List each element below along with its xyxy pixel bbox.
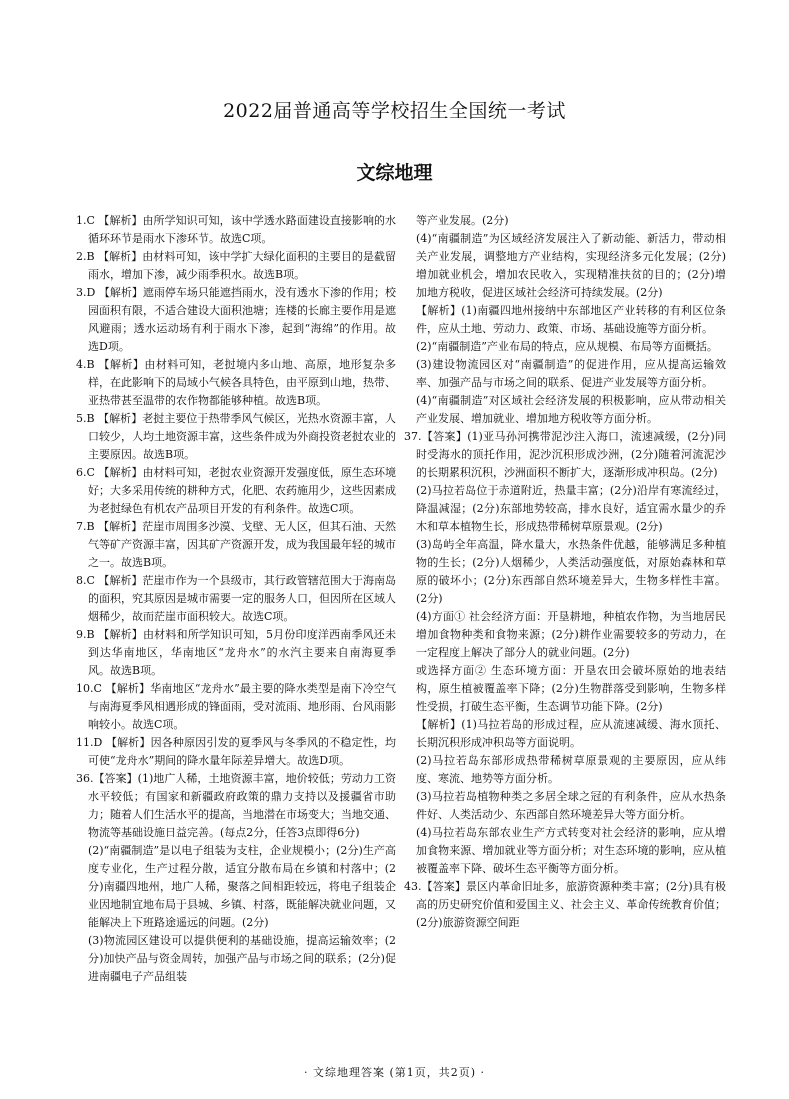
answer-paragraph: (4)“南疆制造”对区域社会经济发展的积极影响，应从带动相关产业发展、增加就业、增加地方税收等方面分析。	[416, 394, 726, 425]
answer-paragraph: 7.B 【解析】茫崖市周围多沙漠、戈壁、无人区，但其石油、天然气等矿产资源丰富，因其矿产资源开发，成为我国最年轻的城市之一。故选B项。	[76, 520, 396, 569]
answer-paragraph: 【解析】(1)南疆四地州接纳中东部地区产业转移的有利区位条件，应从土地、劳动力、政策、市场、基础设施等方面分析。	[416, 304, 726, 335]
answer-paragraph: (2)“南疆制造”产业布局的特点，应从规模、布局等方面概括。	[416, 340, 718, 353]
answer-paragraph: 43.【答案】景区内革命旧址多，旅游资源种类丰富；(2分)具有极高的历史研究价值和爱国主义、社会主义、革命传统教育价值；(2分)旅游资源空间距	[404, 880, 726, 929]
answer-paragraph: 【解析】(1)马拉若岛的形成过程，应从流速减缓、海水顶托、长期沉积形成冲积岛等方面说明。	[416, 718, 726, 749]
answer-paragraph: (4)“南疆制造”为区域经济发展注入了新动能、新活力，带动相关产业发展，调整地方产业结构，实现经济多元化发展；(2分)增加就业机会，增加农民收入，实现精准扶贫的目的；(2分)增加地方税收，促进区域社会经济可持续发展。(2分)	[416, 232, 726, 299]
answer-paragraph: 9.B 【解析】由材料和所学知识可知，5月份印度洋西南季风还未到达华南地区，华南地区“龙舟水”的水汽主要来自南海夏季风。故选B项。	[76, 628, 396, 677]
answer-paragraph: 8.C 【解析】茫崖市作为一个县级市，其行政管辖范围大于海南岛的面积，究其原因是城市需要一定的服务人口，但因所在区域人烟稀少，故而茫崖市面积较大。故选C项。	[76, 574, 396, 623]
left-column	[76, 212, 396, 986]
answer-paragraph: 10.C 【解析】华南地区“龙舟水”最主要的降水类型是南下冷空气与南海夏季风相遇形成的锋面雨，受对流雨、地形雨、台风雨影响较小。故选C项。	[76, 682, 396, 731]
page-title: 2022届普通高等学校招生全国统一考试	[223, 100, 566, 122]
answer-paragraph: 等产业发展。(2分)	[416, 214, 509, 227]
answer-paragraph: 3.D 【解析】遮雨停车场只能遮挡雨水，没有透水下渗的作用；校园面积有限，不适合建设大面积池塘；连楼的长廊主要作用是遮风避雨；透水运动场有利于雨水下渗，起到“海绵”的作用。故选D项。	[76, 286, 396, 353]
right-column	[404, 212, 726, 932]
answer-paragraph: 36.【答案】(1)地广人稀，土地资源丰富，地价较低；劳动力工资水平较低；有国家和新疆政府政策的鼎力支持以及援疆省市助力；随着人们生活水平的提高，当地潜在市场变大；当地交通、物流等基础设施日益完善。(每点2分，任答3点即得6分)	[76, 772, 396, 839]
answer-paragraph: 11.D 【解析】因各种原因引发的夏季风与冬季风的不稳定性，均可使“龙舟水”期间的降水量年际差异增大。故选D项。	[76, 736, 396, 767]
answer-paragraph: (4)方面① 社会经济方面：开垦耕地，种植农作物，为当地居民增加食物种类和食物来源；(2分)耕作业需要较多的劳动力，在一定程度上解决了部分人的就业问题。(2分)	[416, 610, 726, 659]
answer-paragraph: (3)岛屿全年高温，降水量大，水热条件优越，能够满足多种植物的生长；(2分)人烟稀少，人类活动强度低，对原始森林和草原的破坏小；(2分)东西部自然环境差异大，生物多样性丰富。(2分)	[416, 538, 726, 605]
answer-paragraph: 或选择方面② 生态环境方面：开垦农田会破坏原始的地表结构，原生植被覆盖率下降；(2分)生物群落受到影响，生物多样性受损，打破生态平衡，生态调节功能下降。(2分)	[416, 664, 726, 713]
page-subtitle: 文综地理	[356, 162, 433, 184]
answer-paragraph: (3)物流园区建设可以提供便利的基础设施，提高运输效率；(2分)加快产品与资金周转，加强产品与市场之间的联系；(2分)促进南疆电子产品组装	[88, 934, 396, 983]
answer-paragraph: (4)马拉若岛东部农业生产方式转变对社会经济的影响，应从增加食物来源、增加就业等方面分析；对生态环境的影响，应从植被覆盖率下降、破坏生态平衡等方面分析。	[416, 826, 726, 875]
answer-paragraph: (2)“南疆制造”是以电子组装为支柱，企业规模小；(2分)生产高度专业化，生产过程分散，适宜分散布局在乡镇和村落中；(2分)南疆四地州，地广人稀，聚落之间相距较远，将电子组装企业因地制宜地布局于县城、乡镇、村落，既能解决就业问题，又能解决上下班路途遥远的问题。(2分)	[88, 844, 396, 929]
answer-paragraph: 5.B 【解析】老挝主要位于热带季风气候区，光热水资源丰富，人口较少，人均土地资源丰富，这些条件成为外商投资老挝农业的主要原因。故选B项。	[76, 412, 396, 461]
answer-paragraph: 2.B 【解析】由材料可知，该中学扩大绿化面积的主要目的是截留雨水，增加下渗，减少雨季积水。故选B项。	[76, 250, 396, 281]
answer-paragraph: 1.C 【解析】由所学知识可知，该中学透水路面建设直接影响的水循环环节是雨水下渗环节。故选C项。	[76, 214, 396, 245]
answer-paragraph: 4.B 【解析】由材料可知，老挝境内多山地、高原，地形复杂多样，在此影响下的局域小气候各具特色，由平原到山地，热带、亚热带甚至温带的农作物都能够种植。故选B项。	[76, 358, 396, 407]
answer-paragraph: (2)马拉若岛东部形成热带稀树草原景观的主要原因，应从纬度、寒流、地势等方面分析。	[416, 754, 726, 785]
answer-paragraph: (3)马拉若岛植物种类之多居全球之冠的有利条件，应从水热条件好、人类活动少、东西部自然环境差异大等方面分析。	[416, 790, 726, 821]
answer-paragraph: (3)建设物流园区对“南疆制造”的促进作用，应从提高运输效率、加强产品与市场之间的联系、促进产业发展等方面分析。	[416, 358, 726, 389]
answer-paragraph: 37.【答案】(1)亚马孙河携带泥沙注入海口，流速减缓，(2分)同时受海水的顶托作用，泥沙沉积形成沙洲，(2分)随着河流泥沙的长期累积沉积，沙洲面积不断扩大，逐渐形成冲积岛。(2分)	[404, 430, 726, 479]
answer-paragraph: (2)马拉若岛位于赤道附近，热量丰富；(2分)沿岸有寒流经过，降温减湿；(2分)东部地势较高，排水良好，适宜需水量少的乔木和草本植物生长，形成热带稀树草原景观。(2分)	[416, 484, 726, 533]
page-footer: · 文综地理答案 (第1页，共2页) ·	[303, 1066, 486, 1079]
answer-paragraph: 6.C 【解析】由材料可知，老挝农业资源开发强度低，原生态环境好；大多采用传统的耕种方式，化肥、农药施用少，这些因素成为老挝绿色有机农产品项目开发的有利条件。故选C项。	[76, 466, 396, 515]
